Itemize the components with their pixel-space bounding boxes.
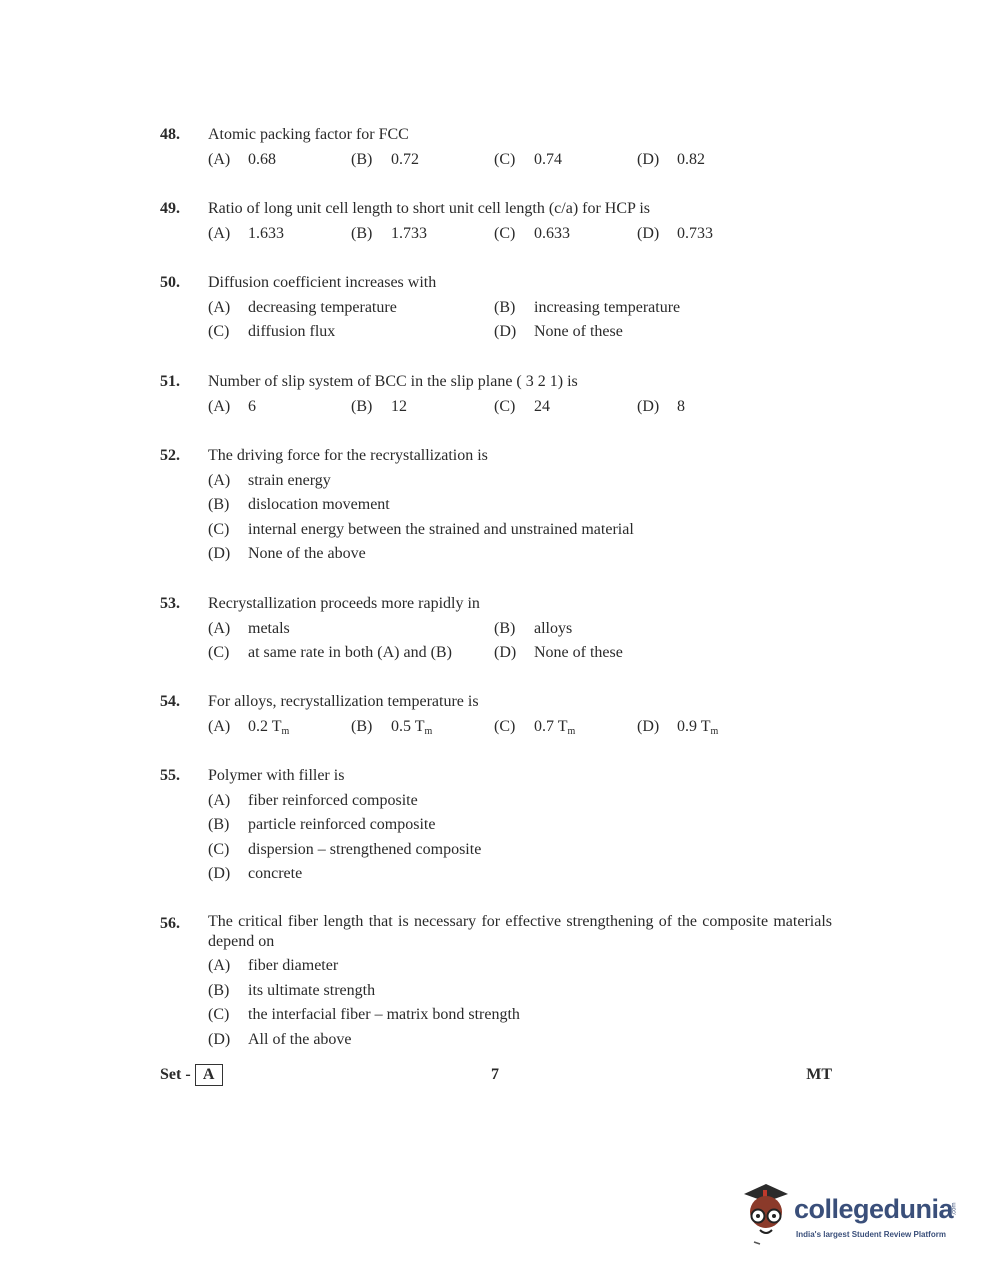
option-b: (B) alloys	[494, 619, 573, 637]
option-d: (D) None of the above	[208, 545, 366, 563]
question-number: 48.	[160, 126, 180, 143]
option-a: (A) fiber diameter	[208, 957, 339, 974]
question-text: Number of slip system of BCC in the slip plane ( 3 2 1) is	[208, 373, 578, 390]
question-text: For alloys, recrystallization temperature is	[208, 693, 479, 710]
question-text: Polymer with filler is	[208, 767, 345, 784]
option-c: (C) 24	[494, 397, 550, 415]
question-number: 49.	[160, 200, 180, 217]
option-a: (A) 1.633	[208, 224, 284, 242]
option-a: (A) 6	[208, 397, 256, 415]
question-55	[160, 764, 832, 887]
option-b: (B) its ultimate strength	[208, 981, 376, 999]
option-d: (D) None of these	[494, 323, 623, 341]
option-b: (B) 0.72	[351, 150, 419, 168]
option-a: (A) strain energy	[208, 471, 331, 489]
option-d: (D) 8	[637, 397, 685, 415]
question-text: The driving force for the recrystallization is	[208, 447, 488, 464]
logo-wordmark: collegedunia	[794, 1194, 954, 1224]
option-c: (C) 0.7 $T_m$	[494, 717, 576, 737]
set-value-box: A	[195, 1064, 223, 1086]
option-b: (B) 0.5 $T_m$	[351, 717, 433, 737]
option-d: (D) 0.82	[637, 150, 705, 168]
option-a: (A) metals	[208, 619, 290, 637]
option-a: (A) fiber reinforced composite	[208, 791, 418, 809]
option-b: (B) 12	[351, 397, 407, 415]
logo-tagline: India's largest Student Review Platform	[796, 1230, 946, 1239]
option-d: (D) All of the above	[208, 1030, 352, 1048]
option-c: (C) diffusion flux	[208, 323, 336, 341]
logo-suffix: .com	[951, 1202, 958, 1216]
question-54	[160, 690, 832, 739]
options-row	[208, 222, 832, 247]
option-a: (A) decreasing temperature	[208, 298, 397, 316]
question-number: 53.	[160, 595, 180, 612]
option-d: (D) None of these	[494, 644, 623, 662]
options-row	[208, 148, 832, 173]
question-number: 50.	[160, 274, 180, 291]
question-50	[160, 271, 832, 345]
paper-code: MT	[806, 1066, 832, 1083]
option-a: (A) 0.2 $T_m$	[208, 717, 290, 737]
question-56	[160, 912, 832, 1052]
question-text: Atomic packing factor for FCC	[208, 126, 409, 143]
page-number: 7	[491, 1066, 499, 1083]
question-number: 56.	[160, 915, 180, 932]
option-c: (C) dispersion – strengthened composite	[208, 840, 482, 858]
option-b: (B) increasing temperature	[494, 298, 681, 316]
collegedunia-logo	[736, 1180, 966, 1250]
options-row	[208, 715, 832, 740]
option-b: (B) dislocation movement	[208, 496, 390, 514]
set-label: Set -	[160, 1066, 191, 1083]
options-row	[208, 296, 832, 321]
question-number: 52.	[160, 447, 180, 464]
options-row	[208, 320, 832, 345]
option-d: (D) 0.9 $T_m$	[637, 717, 719, 737]
option-c: (C) the interfacial fiber – matrix bond strength	[208, 1006, 520, 1024]
option-c: (C) 0.633	[494, 224, 570, 242]
question-48	[160, 123, 832, 172]
options-row	[208, 395, 832, 420]
question-number: 54.	[160, 693, 180, 710]
question-number: 51.	[160, 373, 180, 390]
question-text: Ratio of long unit cell length to short unit cell length (c/a) for HCP is	[208, 200, 650, 217]
question-51	[160, 370, 832, 419]
question-text: Recrystallization proceeds more rapidly in	[208, 595, 480, 612]
option-c: (C) internal energy between the strained and unstrained material	[208, 520, 634, 538]
option-c: (C) at same rate in both (A) and (B)	[208, 644, 452, 662]
question-53	[160, 592, 832, 666]
mascot-icon	[736, 1180, 796, 1250]
question-number: 55.	[160, 767, 180, 784]
option-b: (B) particle reinforced composite	[208, 816, 436, 834]
option-b: (B) 1.733	[351, 224, 427, 242]
question-text: Diffusion coefficient increases with	[208, 274, 437, 291]
options-row	[208, 617, 832, 642]
page-footer	[160, 1064, 832, 1088]
question-52	[160, 444, 832, 567]
option-d: (D) 0.733	[637, 224, 713, 242]
option-c: (C) 0.74	[494, 150, 562, 168]
option-d: (D) concrete	[208, 865, 303, 883]
question-text: The critical fiber length that is necessary for effective strengthening of the composite materials depend on	[208, 913, 832, 950]
question-49	[160, 197, 832, 246]
option-a: (A) 0.68	[208, 150, 276, 168]
options-row	[208, 641, 832, 666]
